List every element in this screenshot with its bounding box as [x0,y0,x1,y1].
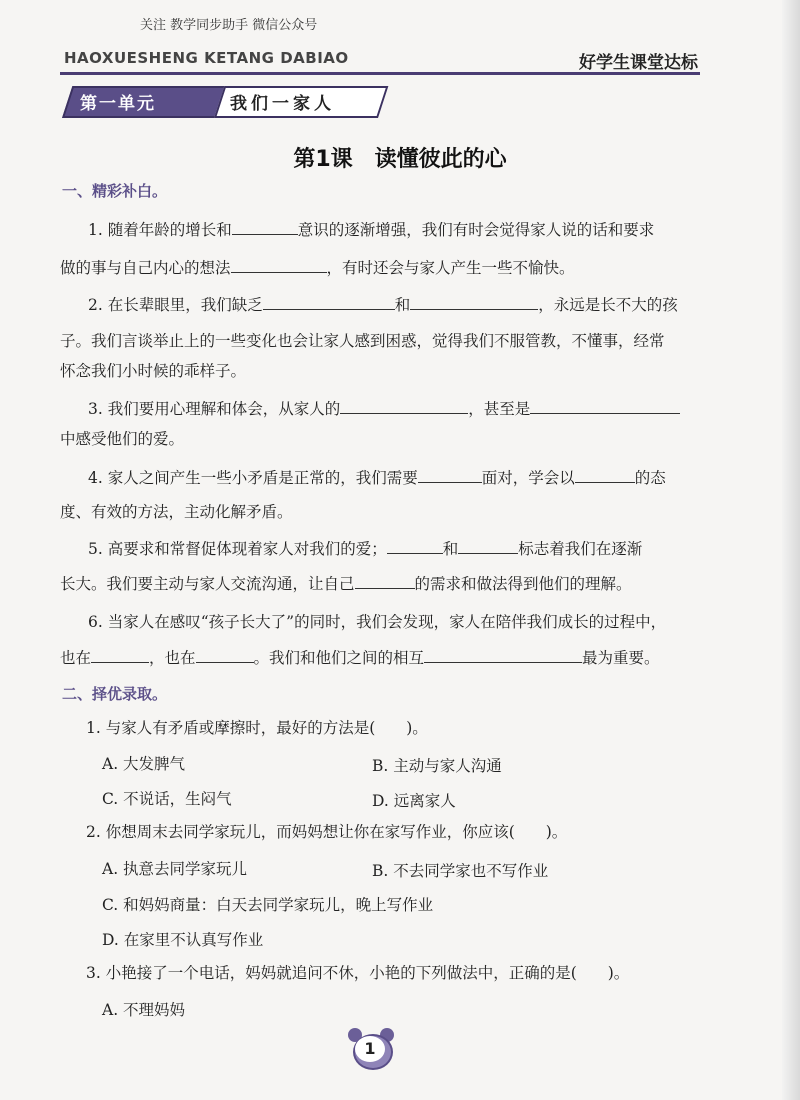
unit-banner [62,86,380,114]
lesson-title [0,142,800,173]
unit-name: 我们一家人 [230,94,335,114]
fill-line: 6. 当家人在感叹“孩子长大了”的同时，我们会发现，家人在陪伴我们成长的过程中， [88,613,667,631]
question-stem: 2. 你想周末去同学家玩儿，而妈妈想让你在家写作业，你应该( )。 [86,823,568,841]
option: C. 不说话，生闷气 [102,790,232,808]
series-name-cn: 好学生课堂达标 [579,53,698,73]
fill-line: 5. 高要求和常督促体现着家人对我们的爱； 和 标志着我们在逐渐 [88,540,643,558]
option: C. 和妈妈商量：白天去同学家玩儿，晚上写作业 [102,896,434,914]
page-number-badge [348,1028,394,1068]
option: A. 大发脾气 [102,755,186,773]
page-header [60,46,700,75]
fill-line: 也在 ，也在 。我们和他们之间的相互 最为重要。 [60,649,660,667]
section-heading-fill-blank: 一、精彩补白。 [62,182,168,200]
fill-line: 子。我们言谈举止上的一些变化也会让家人感到困惑，觉得我们不服管教，不懂事，经常 [60,332,665,350]
fill-line: 度、有效的方法，主动化解矛盾。 [60,503,293,521]
option: D. 在家里不认真写作业 [102,931,264,949]
watermark-text: 关注 教学同步助手 微信公众号 [140,18,318,33]
fill-line: 怀念我们小时候的乖样子。 [60,362,247,380]
fill-line: 做的事与自己内心的想法 ，有时还会与家人产生一些不愉快。 [60,259,575,277]
page-number: 1 [355,1036,385,1062]
unit-number: 第一单元 [80,94,156,114]
option: B. 主动与家人沟通 [372,757,502,775]
fill-line: 中感受他们的爱。 [60,430,185,448]
option: A. 执意去同学家玩儿 [102,860,248,878]
question-stem: 3. 小艳接了一个电话，妈妈就追问不休，小艳的下列做法中，正确的是( )。 [86,964,630,982]
option: B. 不去同学家也不写作业 [372,862,549,880]
option: A. 不理妈妈 [102,1001,186,1019]
fill-line: 3. 我们要用心理解和体会，从家人的 ，甚至是 [88,399,680,419]
option: D. 远离家人 [372,792,456,810]
question-stem: 1. 与家人有矛盾或摩擦时，最好的方法是( )。 [86,719,428,737]
lesson-name: 读懂彼此的心 [374,147,507,172]
fill-line: 2. 在长辈眼里，我们缺乏 和 ，永远是长不大的孩 [88,296,678,314]
section-heading-choice: 二、择优录取。 [62,685,168,703]
fill-line: 1. 随着年龄的增长和 意识的逐渐增强，我们有时会觉得家人说的话和要求 [88,221,655,239]
lesson-number: 第1课 [293,147,353,172]
fill-line: 4. 家人之间产生一些小矛盾是正常的，我们需要 面对，学会以 的态 [88,469,666,487]
series-name-en: HAOXUESHENG KETANG DABIAO [64,49,349,67]
fill-line: 长大。我们要主动与家人交流沟通，让自己 的需求和做法得到他们的理解。 [60,575,632,593]
